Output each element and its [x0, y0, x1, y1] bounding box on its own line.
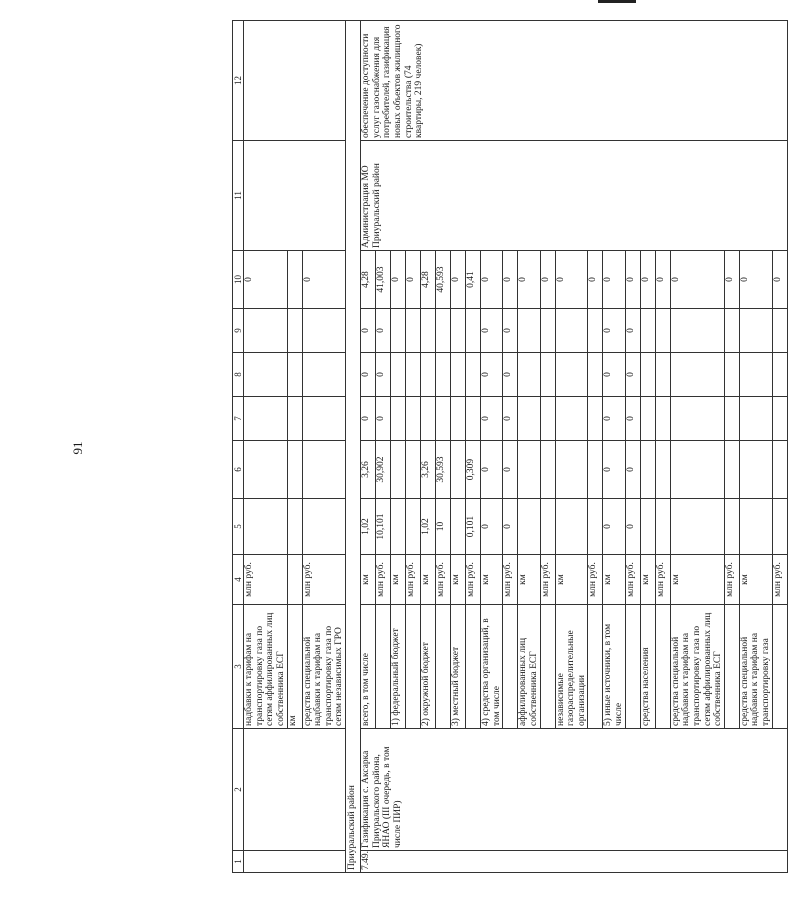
value-cell [739, 309, 772, 353]
empty-cell [244, 729, 346, 851]
source-cell [376, 605, 391, 729]
unit-cell: млн руб. [376, 555, 391, 605]
value-cell [670, 353, 724, 397]
source-cell: аффилированных лиц собственника ЕСГ [518, 605, 540, 729]
unit-cell: млн руб. [724, 555, 739, 605]
value-cell [391, 309, 406, 353]
value-cell [739, 353, 772, 397]
value-cell [588, 499, 603, 555]
value-cell: 0 [603, 353, 625, 397]
unit-cell: км [361, 555, 376, 605]
col-header: 11 [233, 141, 244, 251]
value-cell: 41,003 [376, 251, 391, 309]
value-cell [518, 309, 540, 353]
value-cell: 0 [603, 251, 625, 309]
value-cell: 0,309 [466, 441, 481, 499]
value-cell [670, 499, 724, 555]
value-cell [302, 309, 346, 353]
unit-cell: км [518, 555, 540, 605]
value-cell: 0 [376, 353, 391, 397]
value-cell [451, 397, 466, 441]
col-header: 9 [233, 309, 244, 353]
value-cell [421, 309, 436, 353]
value-cell [555, 441, 588, 499]
value-cell [302, 397, 346, 441]
value-cell: 3,26 [421, 441, 436, 499]
value-cell [640, 441, 655, 499]
value-cell [555, 309, 588, 353]
value-cell: 0 [302, 251, 346, 309]
empty-cell [244, 141, 346, 251]
value-cell: 0 [503, 499, 518, 555]
source-cell [406, 605, 421, 729]
value-cell [451, 441, 466, 499]
col-header: 1 [233, 851, 244, 873]
source-cell: всего, в том числе [361, 605, 376, 729]
value-cell [244, 309, 288, 353]
source-cell [436, 605, 451, 729]
value-cell: 4,28 [421, 251, 436, 309]
unit-cell: км [603, 555, 625, 605]
unit-cell: млн руб. [406, 555, 421, 605]
source-cell: 1) федеральный бюджет [391, 605, 406, 729]
value-cell: 0 [503, 353, 518, 397]
value-cell: 0 [481, 309, 503, 353]
value-cell [588, 309, 603, 353]
result-cell: обеспечение доступности услуг газоснабжения для потребителей, газификация новых объектов жилищного строительства (74 квартиры, 219 человек) [361, 21, 788, 141]
project-number: 7.49. [361, 851, 788, 873]
value-cell [406, 397, 421, 441]
value-cell [640, 397, 655, 441]
value-cell [670, 441, 724, 499]
value-cell [640, 309, 655, 353]
value-cell [772, 499, 787, 555]
value-cell: 0 [361, 353, 376, 397]
value-cell: 0 [724, 251, 739, 309]
value-cell [588, 353, 603, 397]
value-cell [724, 397, 739, 441]
value-cell: 0 [361, 397, 376, 441]
value-cell [466, 397, 481, 441]
value-cell [540, 397, 555, 441]
unit-cell: км [421, 555, 436, 605]
value-cell: 0 [406, 251, 421, 309]
value-cell [555, 499, 588, 555]
col-header: 4 [233, 555, 244, 605]
table-row [361, 21, 376, 873]
source-cell [503, 605, 518, 729]
source-cell: 3) местный бюджет [451, 605, 466, 729]
value-cell: 0 [503, 309, 518, 353]
unit-cell: млн руб. [655, 555, 670, 605]
unit-cell: км [451, 555, 466, 605]
value-cell [655, 397, 670, 441]
empty-cell [244, 21, 346, 141]
source-cell [772, 605, 787, 729]
value-cell [244, 397, 288, 441]
value-cell: 0 [540, 251, 555, 309]
value-cell: 0 [391, 251, 406, 309]
value-cell [540, 353, 555, 397]
unit-cell: км [391, 555, 406, 605]
value-cell [391, 397, 406, 441]
source-cell [588, 605, 603, 729]
value-cell: 0 [481, 441, 503, 499]
value-cell: 0 [481, 499, 503, 555]
value-cell: 0 [625, 353, 640, 397]
value-cell [772, 353, 787, 397]
value-cell: 0 [376, 309, 391, 353]
value-cell: 0,41 [466, 251, 481, 309]
unit-cell: млн руб. [436, 555, 451, 605]
value-cell: 0 [625, 441, 640, 499]
value-cell [421, 353, 436, 397]
unit-cell: млн руб. [466, 555, 481, 605]
value-cell [406, 441, 421, 499]
header-row [233, 21, 244, 873]
value-cell [451, 353, 466, 397]
value-cell [588, 397, 603, 441]
value-cell [302, 353, 346, 397]
source-cell: 2) окружной бюджет [421, 605, 436, 729]
value-cell [287, 441, 302, 499]
source-cell: средства специальной надбавки к тарифам на транспортировку газа [739, 605, 772, 729]
source-cell: надбавки к тарифам на транспортировку газа по сетям аффилированных лиц собственника ЕСГ [244, 605, 288, 729]
value-cell: 0 [481, 251, 503, 309]
value-cell [466, 353, 481, 397]
value-cell: 30,902 [376, 441, 391, 499]
value-cell: 0 [772, 251, 787, 309]
corner-mark [598, 0, 636, 3]
value-cell [518, 441, 540, 499]
unit-cell: млн руб. [540, 555, 555, 605]
value-cell [540, 441, 555, 499]
unit-cell: км [640, 555, 655, 605]
value-cell: 0 [588, 251, 603, 309]
value-cell [287, 251, 302, 309]
col-header: 7 [233, 397, 244, 441]
value-cell [655, 441, 670, 499]
value-cell: 40,593 [436, 251, 451, 309]
executor-cell: Администрация МО Приуральский район [361, 141, 788, 251]
district-label: Приуральский район [346, 21, 361, 873]
value-cell: 0 [361, 309, 376, 353]
col-header: 10 [233, 251, 244, 309]
project-name: Газификация с. Аксарка Приуральского района, ЯНАО (III очередь, в том числе ПИР) [361, 729, 788, 851]
col-header: 2 [233, 729, 244, 851]
col-header: 8 [233, 353, 244, 397]
source-cell [655, 605, 670, 729]
value-cell: 0 [603, 309, 625, 353]
value-cell: 0 [603, 499, 625, 555]
value-cell [640, 499, 655, 555]
value-cell [451, 309, 466, 353]
value-cell: 0 [481, 353, 503, 397]
value-cell: 0 [603, 441, 625, 499]
table-row [244, 21, 288, 873]
source-cell: 4) средства организаций, в том числе [481, 605, 503, 729]
value-cell [655, 309, 670, 353]
value-cell [391, 441, 406, 499]
value-cell: 0 [451, 251, 466, 309]
value-cell: 0 [625, 499, 640, 555]
unit-cell [287, 555, 302, 605]
value-cell [244, 353, 288, 397]
unit-cell: км [481, 555, 503, 605]
unit-cell: млн руб. [244, 555, 288, 605]
value-cell [555, 353, 588, 397]
value-cell [724, 309, 739, 353]
value-cell [436, 353, 451, 397]
value-cell: 0,101 [466, 499, 481, 555]
value-cell: 0 [625, 397, 640, 441]
value-cell [436, 397, 451, 441]
rotated-table-wrapper [232, 21, 783, 873]
value-cell: 0 [640, 251, 655, 309]
page-number: 91 [70, 441, 85, 455]
value-cell [451, 499, 466, 555]
value-cell [655, 353, 670, 397]
value-cell [287, 353, 302, 397]
value-cell: 1,02 [361, 499, 376, 555]
value-cell: 30,593 [436, 441, 451, 499]
value-cell: 0 [503, 397, 518, 441]
unit-cell: км [555, 555, 588, 605]
value-cell [670, 397, 724, 441]
value-cell: 0 [503, 441, 518, 499]
source-cell [625, 605, 640, 729]
value-cell [518, 353, 540, 397]
unit-cell: млн руб. [503, 555, 518, 605]
source-cell [466, 605, 481, 729]
value-cell [421, 397, 436, 441]
col-header: 12 [233, 21, 244, 141]
value-cell: 1,02 [421, 499, 436, 555]
value-cell [670, 309, 724, 353]
value-cell [772, 441, 787, 499]
col-header: 6 [233, 441, 244, 499]
value-cell: 0 [739, 251, 772, 309]
value-cell [724, 353, 739, 397]
value-cell [739, 499, 772, 555]
value-cell [287, 397, 302, 441]
value-cell: 3,26 [361, 441, 376, 499]
value-cell: 0 [503, 251, 518, 309]
value-cell: 0 [655, 251, 670, 309]
value-cell [588, 441, 603, 499]
value-cell [287, 499, 302, 555]
value-cell: 0 [625, 309, 640, 353]
value-cell [391, 499, 406, 555]
value-cell [466, 309, 481, 353]
value-cell [772, 397, 787, 441]
value-cell [302, 441, 346, 499]
value-cell [724, 499, 739, 555]
value-cell [518, 499, 540, 555]
value-cell [772, 309, 787, 353]
unit-cell: км [739, 555, 772, 605]
value-cell [406, 353, 421, 397]
source-cell: средства населения [640, 605, 655, 729]
value-cell [302, 499, 346, 555]
value-cell [724, 441, 739, 499]
source-cell: 5) иные источники, в том числе [603, 605, 625, 729]
value-cell: 10,101 [376, 499, 391, 555]
value-cell: 0 [518, 251, 540, 309]
district-row [346, 21, 361, 873]
value-cell: 0 [625, 251, 640, 309]
value-cell [540, 499, 555, 555]
value-cell: 0 [555, 251, 588, 309]
value-cell [739, 397, 772, 441]
unit-cell: км [670, 555, 724, 605]
col-header: 5 [233, 499, 244, 555]
value-cell [640, 353, 655, 397]
unit-cell: млн руб. [625, 555, 640, 605]
value-cell [518, 397, 540, 441]
value-cell [436, 309, 451, 353]
value-cell: 0 [376, 397, 391, 441]
value-cell [391, 353, 406, 397]
value-cell: 4,28 [361, 251, 376, 309]
program-table [232, 20, 788, 873]
source-cell [540, 605, 555, 729]
value-cell [244, 441, 288, 499]
source-cell: км [287, 605, 302, 729]
value-cell [540, 309, 555, 353]
value-cell [406, 309, 421, 353]
value-cell: 0 [670, 251, 724, 309]
source-cell [724, 605, 739, 729]
value-cell: 0 [481, 397, 503, 441]
value-cell [287, 309, 302, 353]
value-cell [244, 499, 288, 555]
source-cell: средства специальной надбавки к тарифам на транспортировку газа по сетям аффилированных лиц собственника ЕСГ [670, 605, 724, 729]
source-cell: средства специальной надбавки к тарифам на транспортировку газа по сетям независимых ГРО [302, 605, 346, 729]
unit-cell: млн руб. [302, 555, 346, 605]
empty-cell [244, 851, 346, 873]
value-cell: 0 [244, 251, 288, 309]
value-cell [406, 499, 421, 555]
value-cell [655, 499, 670, 555]
value-cell: 10 [436, 499, 451, 555]
value-cell: 0 [603, 397, 625, 441]
unit-cell: млн руб. [772, 555, 787, 605]
source-cell: независимые газораспределительные организации [555, 605, 588, 729]
value-cell [739, 441, 772, 499]
unit-cell: млн руб. [588, 555, 603, 605]
value-cell [555, 397, 588, 441]
col-header: 3 [233, 605, 244, 729]
